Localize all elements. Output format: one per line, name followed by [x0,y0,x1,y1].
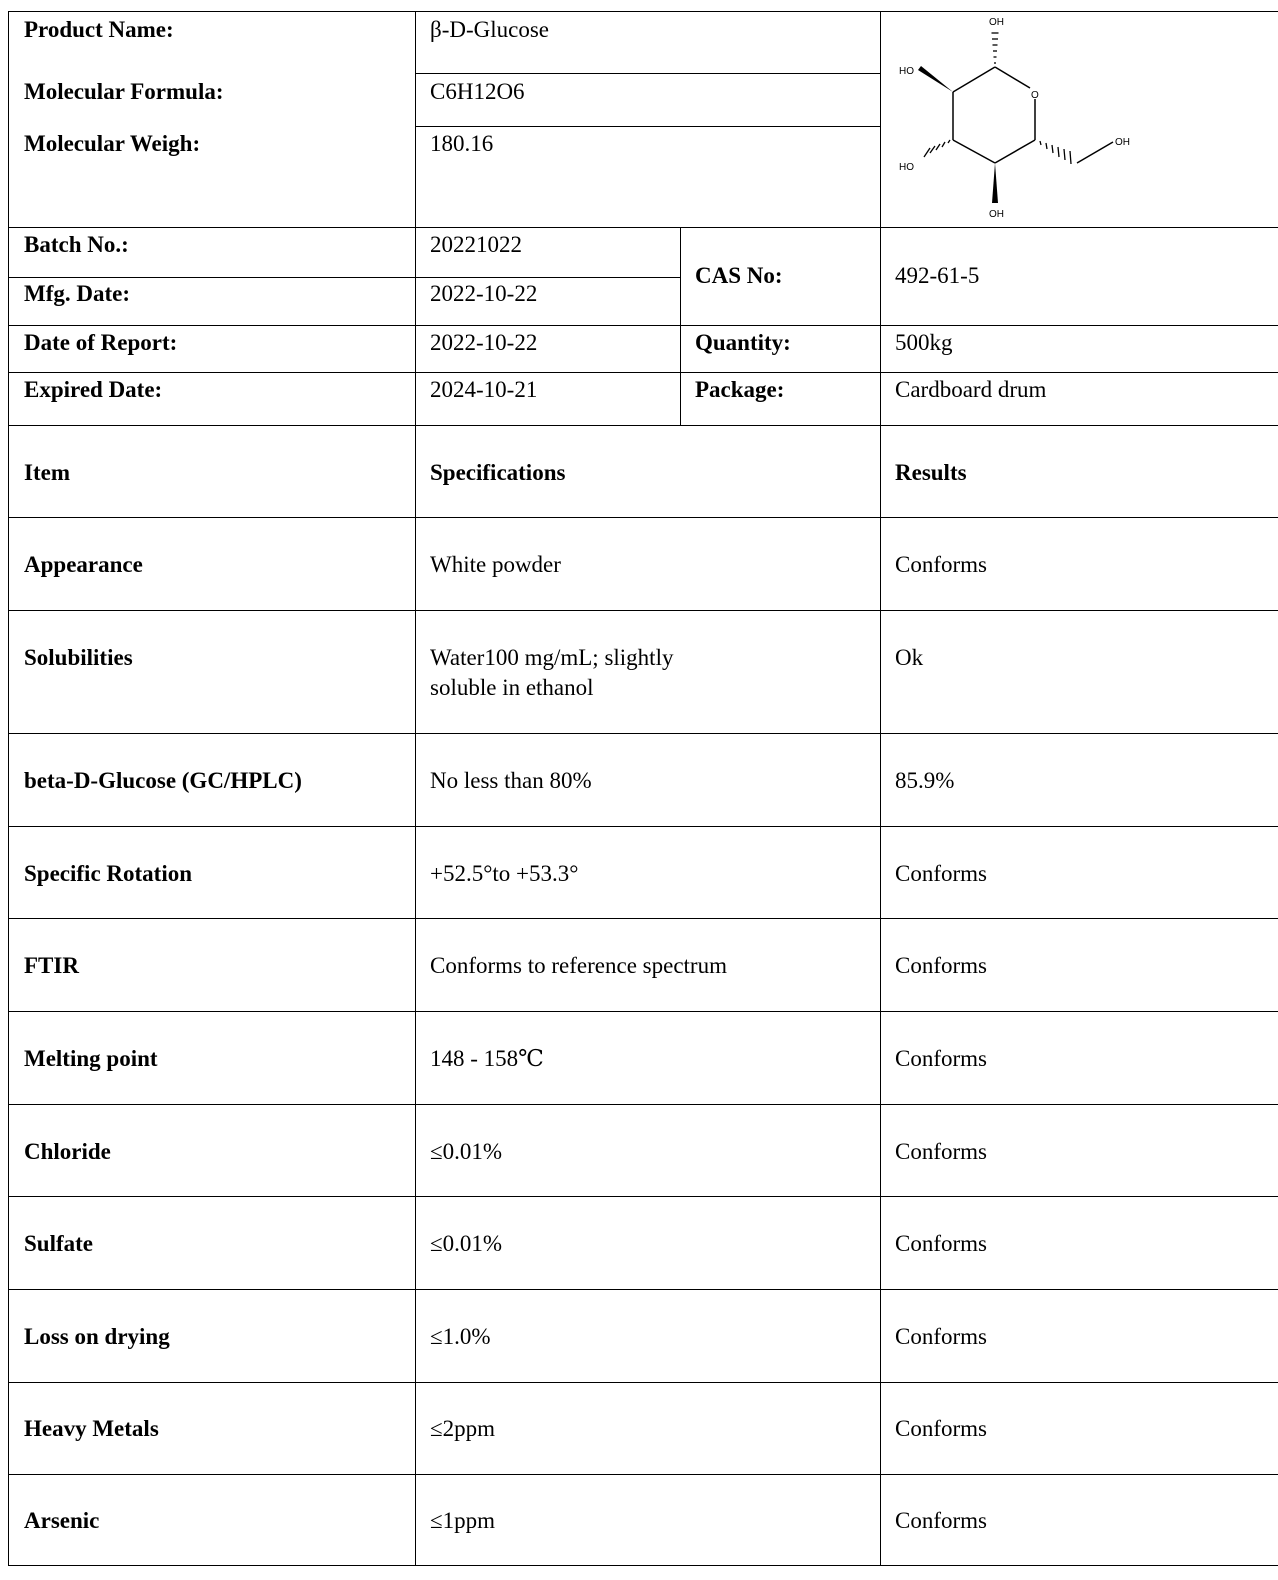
row-result: Conforms [895,1046,987,1071]
row-spec: Water100 mg/mL; slightly soluble in ethanol [430,645,674,700]
weight-label: Molecular Weigh: [24,131,201,156]
row-spec: No less than 80% [430,768,592,793]
ring-o-label: O [1031,90,1039,101]
formula-value: C6H12O6 [430,79,525,104]
row-item: Heavy Metals [24,1416,159,1441]
column-header-results: Results [895,460,967,485]
formula-label: Molecular Formula: [24,79,224,104]
column-header-specifications: Specifications [430,460,566,485]
row-result: 85.9% [895,768,955,793]
ho-left-top-label: HO [899,66,914,77]
row-spec: Conforms to reference spectrum [430,953,727,978]
row-item: Solubilities [24,645,133,670]
expired-date-value: 2024-10-21 [430,377,538,402]
hashed-bonds [924,33,1071,164]
column-header-item: Item [24,460,70,485]
batch-value: 20221022 [430,232,522,257]
row-spec: ≤0.01% [430,1139,503,1164]
oh-top-label: OH [989,17,1004,28]
row-spec: 148 - 158℃ [430,1046,544,1071]
cas-label: CAS No: [695,263,783,288]
package-label: Package: [695,377,785,402]
row-item: Loss on drying [24,1324,170,1349]
row-result: Conforms [895,861,987,886]
product-name-value: β-D-Glucose [430,17,549,42]
quantity-value: 500kg [895,330,953,355]
row-result: Conforms [895,1508,987,1533]
row-spec: ≤0.01% [430,1231,503,1256]
report-date-label: Date of Report: [24,330,178,355]
mfg-date-label: Mfg. Date: [24,281,131,306]
row-spec: White powder [430,552,561,577]
ho-left-bottom-label: HO [899,162,914,173]
package-value: Cardboard drum [895,377,1047,402]
row-spec: ≤1.0% [430,1324,491,1349]
batch-label: Batch No.: [24,232,129,257]
row-result: Conforms [895,1139,987,1164]
row-result: Ok [895,645,924,670]
row-item: Specific Rotation [24,861,193,886]
weight-value: 180.16 [430,131,494,156]
oh-right-label: OH [1115,137,1130,148]
row-item: Chloride [24,1139,111,1164]
product-name-label: Product Name: [24,17,174,42]
row-result: Conforms [895,1416,987,1441]
cas-value: 492-61-5 [895,263,980,288]
row-item: FTIR [24,953,79,978]
row-result: Conforms [895,1231,987,1256]
row-spec: ≤2ppm [430,1416,496,1441]
quantity-label: Quantity: [695,330,791,355]
row-result: Conforms [895,1324,987,1349]
row-item: Sulfate [24,1231,93,1256]
row-spec: +52.5°to +53.3° [430,861,579,886]
row-item: Appearance [24,552,143,577]
mfg-date-value: 2022-10-22 [430,281,538,306]
oh-bottom-label: OH [989,209,1004,220]
row-spec: ≤1ppm [430,1508,496,1533]
row-result: Conforms [895,953,987,978]
row-item: beta-D-Glucose (GC/HPLC) [24,768,302,793]
row-item: Melting point [24,1046,158,1071]
expired-date-label: Expired Date: [24,377,163,402]
report-date-value: 2022-10-22 [430,330,538,355]
row-item: Arsenic [24,1508,100,1533]
glucose-structure-image [881,12,1277,226]
row-result: Conforms [895,552,987,577]
